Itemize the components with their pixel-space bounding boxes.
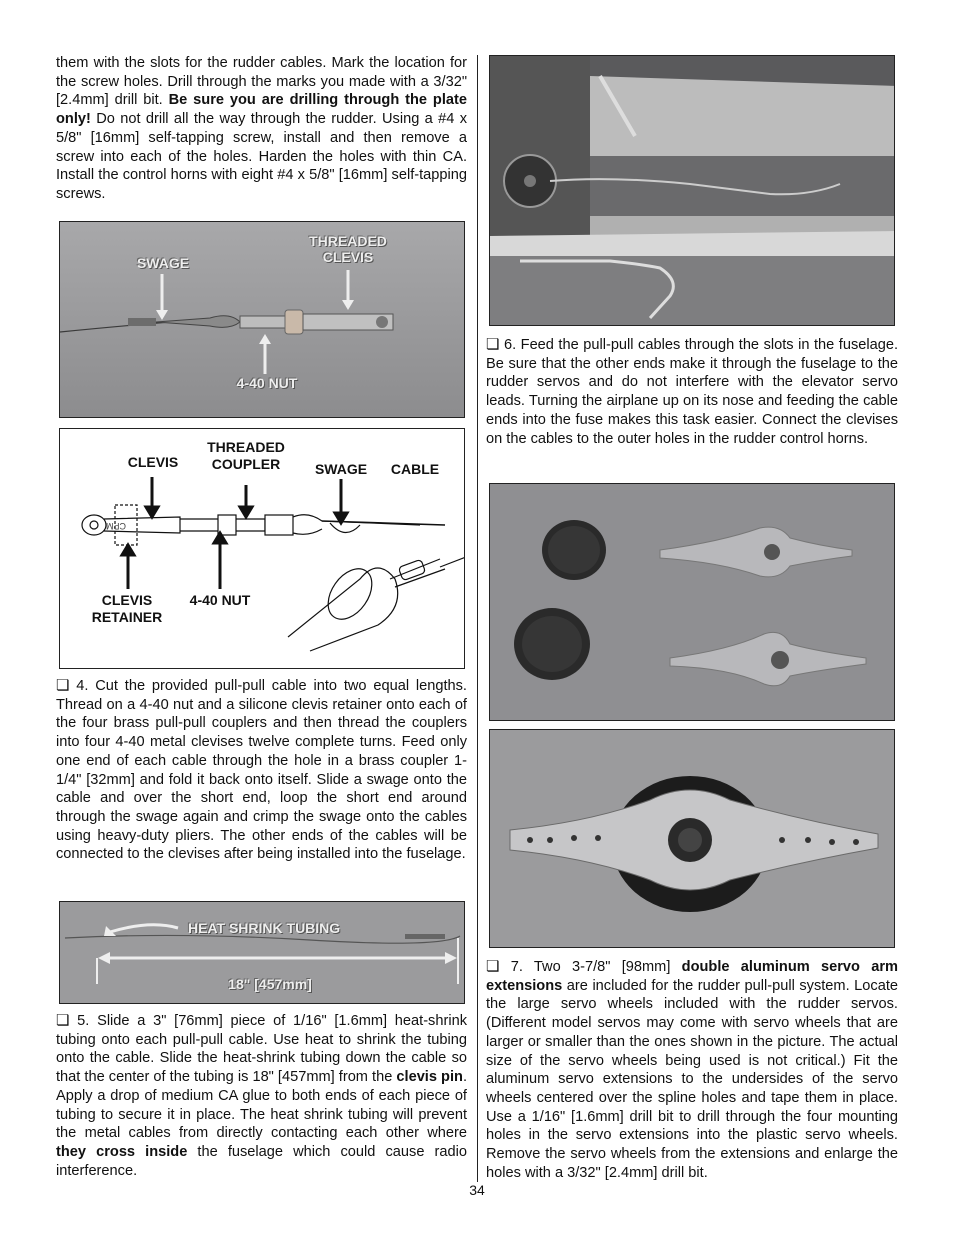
page-number: 34 <box>469 1182 485 1198</box>
step-7-paragraph: ❏ 7. Two 3-7/8" [98mm] double aluminum servo arm extensions are included for the rudder pull-pull system. Locate the large servo wheels included with the rudder servos. (Different model servos may come with servo wheels that are larger or smaller than the ones shown in the picture. The actual size of the servo wheels being used is not critical.) Fit the aluminum servo extensions to the undersides of the servo wheels centered over the spline holes and tape them in place. Use a 1/16" [1.6mm] drill bit to drill through the four mounting holes in the servo extensions into the plastic servo wheels. Remove the servo wheels from the extensions and enlarge the holes with a 3/32" [2.4mm] drill bit. <box>486 958 898 1181</box>
swage-diagram-label: SWAGE <box>314 461 368 477</box>
heat-shrink-label: HEAT SHRINK TUBING <box>188 920 341 936</box>
column-divider <box>477 55 478 1182</box>
servo-wheels-and-arms-photo <box>489 483 895 721</box>
step-4-checkbox[interactable]: ❏ <box>56 677 70 694</box>
step-5-checkbox[interactable]: ❏ <box>56 1012 70 1029</box>
cpm-stamp: CPM <box>106 521 126 531</box>
step-7-checkbox[interactable]: ❏ <box>486 958 500 975</box>
threaded-clevis-label: THREADED CLEVIS <box>309 233 387 265</box>
pull-pull-coupler-diagram <box>59 428 465 669</box>
servo-extension-illustration <box>490 730 895 948</box>
step-5-paragraph: ❏ 5. Slide a 3" [76mm] piece of 1/16" [1.6mm] heat-shrink tubing onto each pull-pull cable. Use heat to shrink the tubing onto the cable. Slide the heat-shrink tubing down the cable so that the center of the tubing is 18" [457mm] from the clevis pin. Apply a drop of medium CA glue to both ends of each piece of tubing to secure it in place. The heat shrink tubing will prevent the metal cables from directly contacting each other where they cross inside the fuselage which could cause radio interference. <box>56 1012 467 1179</box>
nut-label: 4-40 NUT <box>236 375 298 391</box>
step-4-paragraph: ❏ 4. Cut the provided pull-pull cable into two equal lengths. Thread on a 4-40 nut and a silicone clevis retainer onto each of the four brass pull-pull couplers and then thread the couplers into four 4-40 metal clevises twelve complete turns. Feed only one end of each cable through the hole in a brass coupler 1-1/4" [32mm] and fold it back onto itself. Slide a swage onto the cable and over the short end, loop the short end around through the swage again and crimp the swage onto the cables using heavy-duty pliers. The other ends of the cables will be connected to the clevises after being installed into the fuselage. <box>56 677 467 863</box>
servo-wheels-illustration <box>490 484 895 721</box>
threaded-coupler-label: THREADED COUPLER <box>207 439 285 472</box>
servo-wheel-with-extension-photo <box>489 729 895 948</box>
swage-clevis-photo <box>59 221 465 418</box>
clevis-label: CLEVIS <box>127 454 179 470</box>
step-6-paragraph: ❏ 6. Feed the pull-pull cables through the slots in the fuselage. Be sure that the other ends make it through the fuselage to the rudder servos and do not interfere with the elevator servo leads. Turning the airplane up on its nose and feeding the cable ends into the fuse makes this task easier. Connect the clevises on the cables to the outer holes in the rudder control horns. <box>486 336 898 447</box>
heat-shrink-photo <box>59 901 465 1004</box>
swage-label: SWAGE <box>136 255 190 271</box>
nut-diagram-label: 4-40 NUT <box>189 592 251 608</box>
clevis-retainer-label: CLEVIS RETAINER <box>91 592 163 625</box>
intro-paragraph: them with the slots for the rudder cables. Mark the location for the screw holes. Drill through the marks you made with a 3/32" [2.4mm] drill bit. Be sure you are drilling through the plate only! Do not drill all the way through the rudder. Using a #4 x 5/8" [16mm] self-tapping screw, install and then remove a screw into each of the holes. Harden the holes with thin CA. Install the control horns with eight #4 x 5/8" [16mm] self-tapping screws. <box>56 55 467 202</box>
step-6-checkbox[interactable]: ❏ <box>486 336 500 353</box>
length-18in-label: 18" [457mm] <box>228 976 312 992</box>
rudder-horn-photo <box>489 55 895 326</box>
rudder-horn-illustration <box>490 56 895 326</box>
cable-label: CABLE <box>390 461 440 477</box>
